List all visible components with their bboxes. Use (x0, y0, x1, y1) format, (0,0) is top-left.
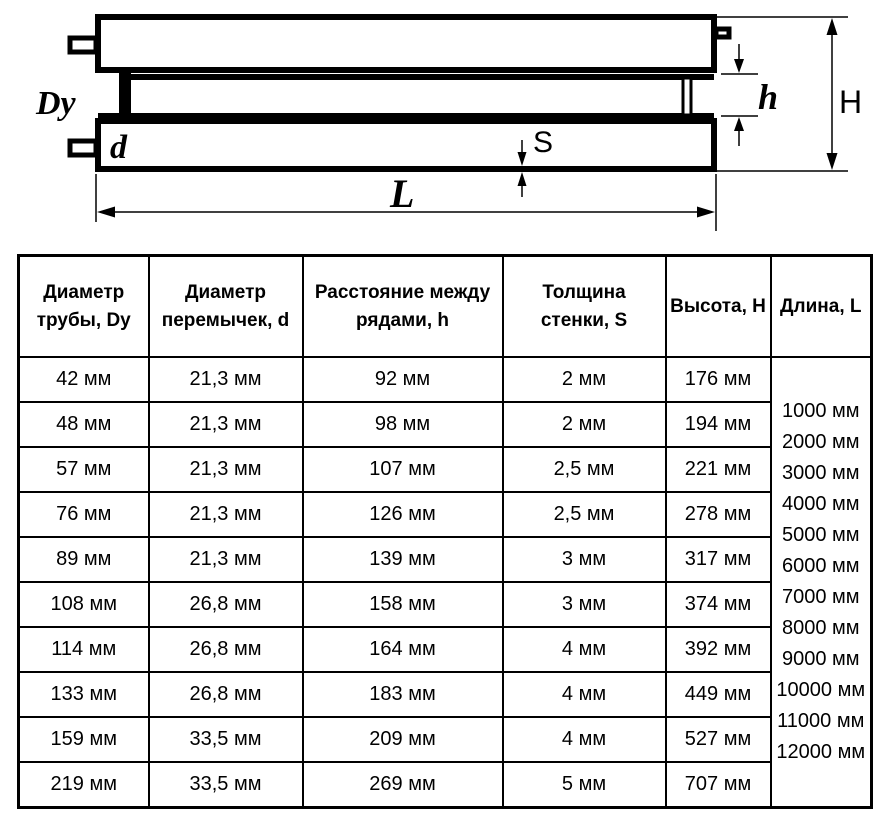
cell-d: 21,3 мм (149, 402, 303, 447)
arrowhead-down-icon (734, 59, 744, 73)
length-option: 2000 мм (781, 431, 860, 453)
cell-h: 139 мм (303, 537, 503, 582)
top-pipe (98, 17, 714, 70)
cell-h: 269 мм (303, 762, 503, 808)
cell-h: 183 мм (303, 672, 503, 717)
cell-d: 33,5 мм (149, 717, 303, 762)
cell-dy: 114 мм (19, 627, 149, 672)
table-row (19, 357, 872, 402)
label-height: H (839, 84, 863, 120)
cell-d: 26,8 мм (149, 627, 303, 672)
spec-table (17, 254, 873, 809)
length-option: 1000 мм (781, 400, 860, 422)
cell-height: 278 мм (666, 492, 771, 537)
cell-s: 2 мм (503, 357, 666, 402)
cell-height: 176 мм (666, 357, 771, 402)
right-jumper (683, 78, 691, 115)
length-option: 10000 мм (776, 679, 866, 701)
cell-s: 4 мм (503, 717, 666, 762)
cell-s: 3 мм (503, 537, 666, 582)
cell-height: 527 мм (666, 717, 771, 762)
cell-height: 221 мм (666, 447, 771, 492)
length-option: 6000 мм (781, 555, 860, 577)
cell-d: 26,8 мм (149, 582, 303, 627)
cell-h: 107 мм (303, 447, 503, 492)
cell-s: 4 мм (503, 627, 666, 672)
arrowhead-up-icon (734, 117, 744, 131)
arrowhead-down-icon (827, 153, 838, 170)
length-option: 12000 мм (776, 741, 866, 763)
label-length: L (390, 171, 415, 216)
cell-h: 209 мм (303, 717, 503, 762)
left-bottom-stub (70, 141, 96, 155)
cell-s: 5 мм (503, 762, 666, 808)
arrowhead-left-icon (97, 207, 115, 218)
length-option: 4000 мм (781, 493, 860, 515)
cell-dy: 42 мм (19, 357, 149, 402)
cell-d: 33,5 мм (149, 762, 303, 808)
cell-d: 21,3 мм (149, 537, 303, 582)
cell-height: 449 мм (666, 672, 771, 717)
table-row (19, 537, 872, 582)
table-row (19, 447, 872, 492)
cell-s: 2,5 мм (503, 492, 666, 537)
length-option: 5000 мм (781, 524, 860, 546)
cell-lengths-merged (771, 357, 872, 808)
length-option: 7000 мм (781, 586, 860, 608)
header-row-spacing: Расстояние между рядами, h (303, 256, 503, 358)
cell-dy: 57 мм (19, 447, 149, 492)
table-row (19, 627, 872, 672)
length-option: 11000 мм (777, 710, 865, 732)
cell-h: 158 мм (303, 582, 503, 627)
cell-height: 374 мм (666, 582, 771, 627)
length-option: 3000 мм (781, 462, 860, 484)
cell-d: 21,3 мм (149, 447, 303, 492)
cell-d: 26,8 мм (149, 672, 303, 717)
table-row (19, 402, 872, 447)
spec-table-container (17, 254, 873, 809)
cell-height: 392 мм (666, 627, 771, 672)
left-jumper (119, 73, 131, 116)
cell-height: 317 мм (666, 537, 771, 582)
cell-dy: 108 мм (19, 582, 149, 627)
label-row-spacing: h (758, 77, 779, 117)
label-pipe-diameter: Dy (36, 85, 76, 122)
right-top-stub (716, 29, 729, 37)
cell-h: 98 мм (303, 402, 503, 447)
cell-dy: 133 мм (19, 672, 149, 717)
header-row (19, 256, 872, 358)
header-height: Высота, H (666, 256, 771, 358)
cell-dy: 89 мм (19, 537, 149, 582)
arrowhead-up-icon (827, 18, 838, 35)
cell-d: 21,3 мм (149, 357, 303, 402)
arrowhead-right-icon (697, 207, 715, 218)
cell-height: 194 мм (666, 402, 771, 447)
header-wall-thickness: Толщина стенки, S (503, 256, 666, 358)
length-option: 9000 мм (781, 648, 860, 670)
register-technical-drawing (0, 0, 888, 246)
left-top-stub (70, 38, 96, 52)
table-row (19, 492, 872, 537)
cell-dy: 48 мм (19, 402, 149, 447)
cell-h: 164 мм (303, 627, 503, 672)
table-row (19, 762, 872, 808)
cell-s: 3 мм (503, 582, 666, 627)
cell-s: 2 мм (503, 402, 666, 447)
cell-s: 4 мм (503, 672, 666, 717)
cell-h: 126 мм (303, 492, 503, 537)
cell-dy: 76 мм (19, 492, 149, 537)
bottom-pipe (98, 121, 714, 169)
cell-height: 707 мм (666, 762, 771, 808)
cell-h: 92 мм (303, 357, 503, 402)
arrowhead-up-icon (518, 172, 527, 186)
label-jumper-diameter: d (110, 129, 127, 166)
cell-dy: 219 мм (19, 762, 149, 808)
cell-s: 2,5 мм (503, 447, 666, 492)
header-length: Длина, L (771, 256, 872, 358)
header-pipe-diameter: Диаметр трубы, Dy (19, 256, 149, 358)
table-row (19, 717, 872, 762)
header-jumper-diameter: Диаметр перемычек, d (149, 256, 303, 358)
label-wall-thickness: S (533, 126, 554, 159)
cell-d: 21,3 мм (149, 492, 303, 537)
table-row (19, 672, 872, 717)
table-row (19, 582, 872, 627)
length-option: 8000 мм (781, 617, 860, 639)
cell-dy: 159 мм (19, 717, 149, 762)
